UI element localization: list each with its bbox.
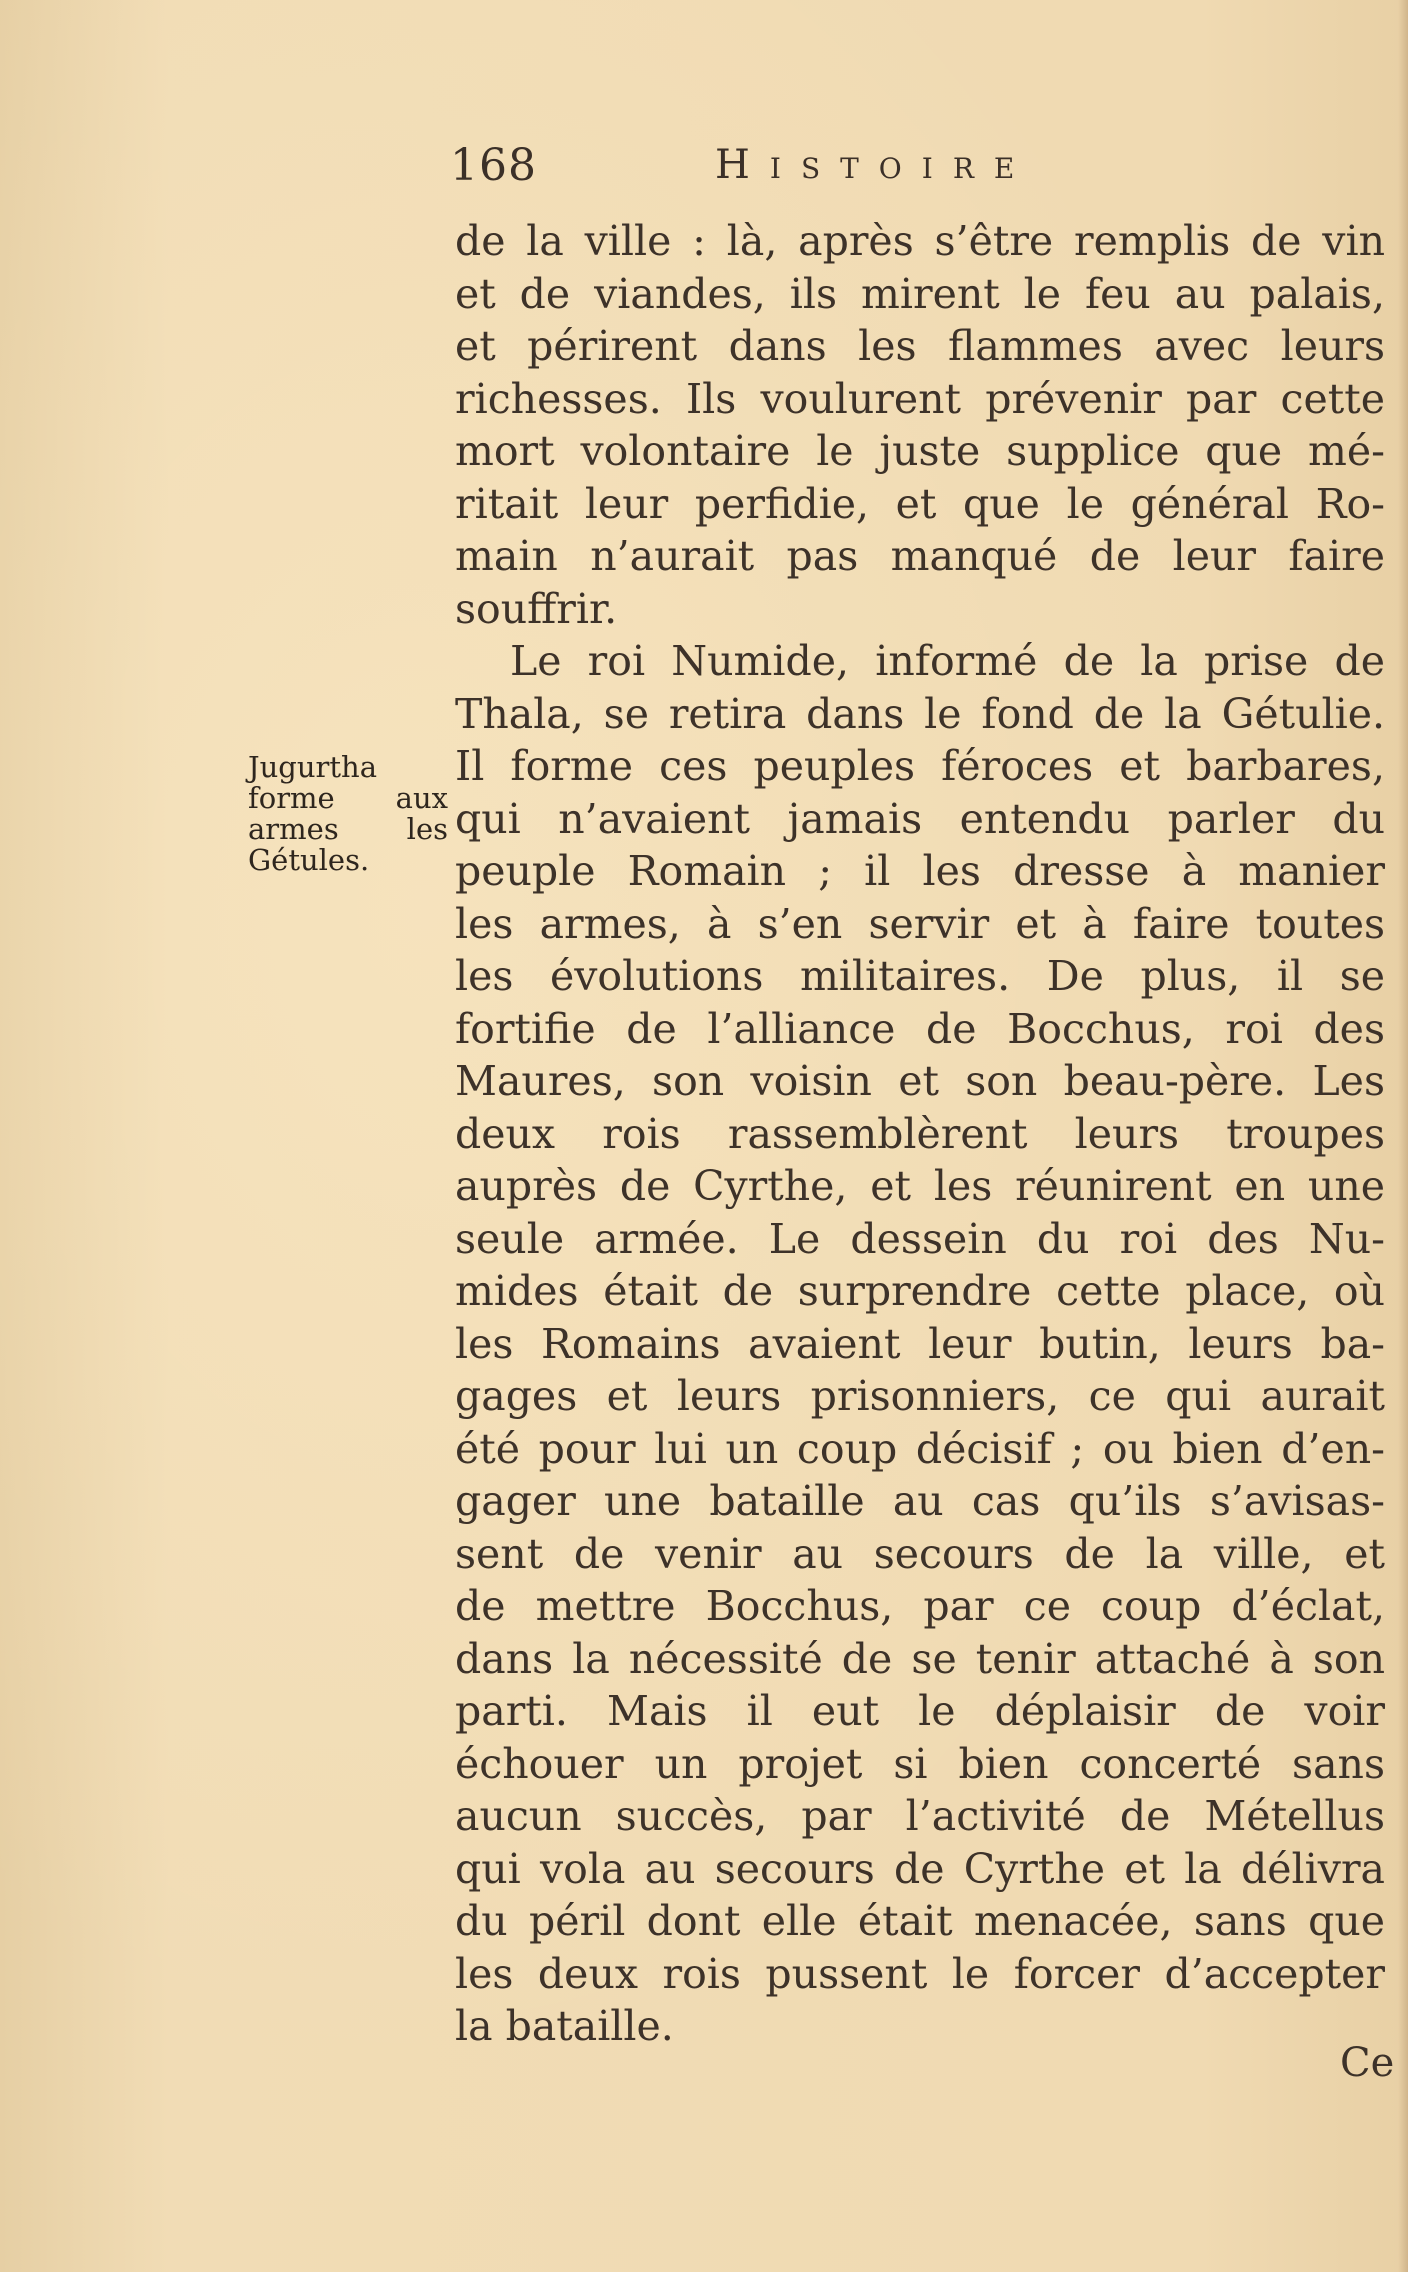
margin-note-line: Jugurtha bbox=[248, 750, 378, 784]
text-line: été pour lui un coup décisif ; ou bien d’en- bbox=[455, 1424, 1385, 1473]
running-header bbox=[450, 140, 1150, 200]
text-line: de la ville : là, après s’être remplis de vin bbox=[455, 217, 1385, 265]
text-line: gager une bataille au cas qu’ils s’avisas- bbox=[455, 1477, 1385, 1525]
text-line: sent de venir au secours de la ville, et bbox=[455, 1529, 1385, 1578]
text-line: fortifie de l’alliance de Bocchus, roi des bbox=[455, 1004, 1385, 1053]
text-line: mort volontaire le juste supplice que mé- bbox=[455, 427, 1385, 475]
text-line: aucun succès, par l’activité de Métellus bbox=[455, 1792, 1385, 1840]
body-text bbox=[455, 215, 1385, 2053]
text-line: seule armée. Le dessein du roi des Nu- bbox=[455, 1214, 1385, 1263]
text-line: qui vola au secours de Cyrthe et la délivra bbox=[455, 1844, 1385, 1893]
text-line: Il forme ces peuples féroces et barbares, bbox=[455, 742, 1385, 790]
text-line: Le roi Numide, informé de la prise de bbox=[510, 637, 1385, 685]
margin-note-line: Gétules. bbox=[248, 843, 370, 877]
text-line: richesses. Ils voulurent prévenir par cette bbox=[455, 374, 1385, 423]
text-line: les armes, à s’en servir et à faire toutes bbox=[455, 899, 1385, 948]
text-line: la bataille. bbox=[455, 2002, 674, 2050]
text-line: gages et leurs prisonniers, ce qui aurait bbox=[455, 1372, 1385, 1420]
margin-note-line: forme aux bbox=[248, 781, 448, 815]
text-line: et de viandes, ils mirent le feu au palais, bbox=[455, 269, 1385, 318]
page-edge-shadow bbox=[1398, 0, 1408, 2272]
text-line: main n’aurait pas manqué de leur faire bbox=[455, 532, 1385, 580]
text-line: peuple Romain ; il les dresse à manier bbox=[455, 847, 1385, 895]
text-line: échouer un projet si bien concerté sans bbox=[455, 1739, 1385, 1788]
page-number: 168 bbox=[450, 140, 537, 191]
text-line: du péril dont elle était menacée, sans que bbox=[455, 1897, 1385, 1945]
text-line: les deux rois pussent le forcer d’accepter bbox=[455, 1949, 1385, 1998]
margin-note-line: armes les bbox=[248, 812, 448, 846]
text-line: ritait leur perfidie, et que le général Ro- bbox=[455, 479, 1385, 528]
text-line: les évolutions militaires. De plus, il se bbox=[455, 952, 1385, 1000]
running-title: Histoire bbox=[715, 142, 1035, 188]
catchword: Ce bbox=[1340, 2040, 1395, 2086]
text-line: deux rois rassemblèrent leurs troupes bbox=[455, 1109, 1385, 1158]
text-line: mides était de surprendre cette place, où bbox=[455, 1267, 1385, 1315]
text-line: de mettre Bocchus, par ce coup d’éclat, bbox=[455, 1582, 1385, 1630]
text-line: et périrent dans les flammes avec leurs bbox=[455, 322, 1385, 370]
text-line: Maures, son voisin et son beau-père. Les bbox=[455, 1057, 1385, 1105]
text-line: dans la nécessité de se tenir attaché à son bbox=[455, 1634, 1385, 1683]
text-line: Thala, se retira dans le fond de la Gétulie. bbox=[455, 689, 1385, 738]
text-line: auprès de Cyrthe, et les réunirent en une bbox=[455, 1162, 1385, 1210]
text-line: parti. Mais il eut le déplaisir de voir bbox=[455, 1687, 1385, 1735]
text-line: souffrir. bbox=[455, 584, 618, 633]
text-line: les Romains avaient leur butin, leurs ba- bbox=[455, 1319, 1385, 1368]
margin-note bbox=[248, 752, 448, 876]
text-line: qui n’avaient jamais entendu parler du bbox=[455, 794, 1385, 843]
